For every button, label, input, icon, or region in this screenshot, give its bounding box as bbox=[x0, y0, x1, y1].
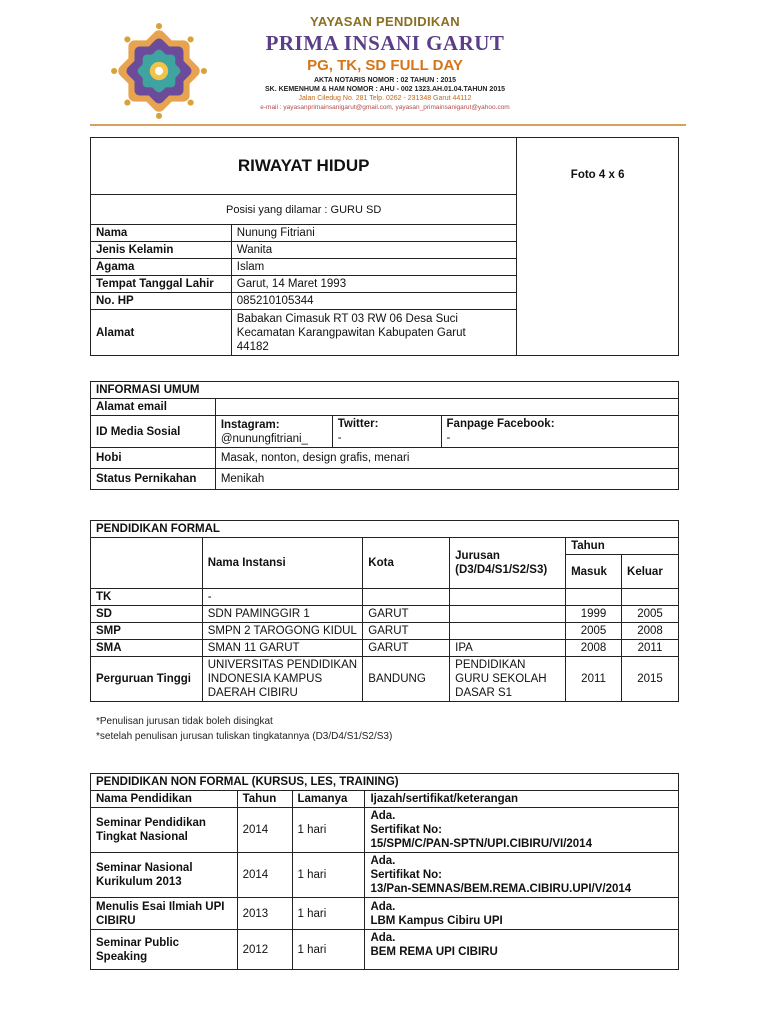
facebook-cell bbox=[441, 416, 678, 448]
twitter-value: - bbox=[337, 432, 342, 444]
table-row bbox=[91, 623, 679, 640]
level-cell: SMA bbox=[91, 640, 203, 657]
level-cell: SD bbox=[91, 606, 203, 623]
sk-line: SK. KEMENHUM & HAM NOMOR : AHU - 002 1323.AH.01.04.TAHUN 2015 bbox=[265, 86, 505, 93]
city-cell: GARUT bbox=[363, 606, 450, 623]
field-value: Garut, 14 Maret 1993 bbox=[231, 276, 517, 293]
course-year-cell: 2014 bbox=[237, 808, 292, 853]
field-label: ID Media Sosial bbox=[91, 416, 216, 448]
twitter-label: Twitter: bbox=[337, 418, 379, 430]
year-in-cell: 2011 bbox=[566, 657, 622, 702]
table-header-row bbox=[91, 538, 679, 555]
marital-value: Menikah bbox=[215, 469, 678, 490]
cert-line: Ada. bbox=[370, 900, 396, 913]
table-row bbox=[91, 448, 679, 469]
email-line: e-mail : yayasanprimainsanigarut@gmail.com, yayasan_primainsanigarut@yahoo.com bbox=[260, 104, 510, 111]
year-out-cell: 2008 bbox=[622, 623, 679, 640]
table-row bbox=[91, 416, 679, 448]
table-row bbox=[91, 399, 679, 416]
course-year-cell: 2014 bbox=[237, 853, 292, 898]
year-in-cell: 2005 bbox=[566, 623, 622, 640]
twitter-cell bbox=[332, 416, 441, 448]
city-cell: BANDUNG bbox=[363, 657, 450, 702]
akta-line: AKTA NOTARIS NOMOR : 02 TAHUN : 2015 bbox=[313, 77, 457, 84]
field-value: Islam bbox=[231, 259, 517, 276]
school-logo-icon bbox=[108, 20, 210, 122]
course-duration-cell: 1 hari bbox=[292, 930, 365, 970]
cert-line: Ada. bbox=[370, 810, 396, 822]
nonformal-education-table bbox=[90, 773, 679, 970]
field-label: Tempat Tanggal Lahir bbox=[91, 276, 232, 293]
letterhead-text bbox=[230, 14, 540, 112]
col-year-out: Keluar bbox=[622, 555, 679, 589]
facebook-label: Fanpage Facebook: bbox=[446, 418, 555, 430]
course-cert-cell bbox=[365, 808, 679, 853]
major-cell bbox=[450, 623, 566, 640]
course-year-cell: 2013 bbox=[237, 898, 292, 930]
city-cell: GARUT bbox=[363, 640, 450, 657]
institution-cell: SMAN 11 GARUT bbox=[202, 640, 363, 657]
course-duration-cell: 1 hari bbox=[292, 853, 365, 898]
col-year: Tahun bbox=[237, 791, 292, 808]
course-year-cell: 2012 bbox=[237, 930, 292, 970]
col-year: Tahun bbox=[566, 538, 679, 555]
table-row bbox=[91, 898, 679, 930]
section-heading: PENDIDIKAN FORMAL bbox=[91, 521, 679, 538]
address-line-2: Kecamatan Karangpawitan Kabupaten Garut bbox=[236, 326, 466, 339]
general-info-table bbox=[90, 381, 679, 490]
instagram-label: Instagram: bbox=[220, 418, 280, 431]
table-row bbox=[91, 640, 679, 657]
cert-line: 15/SPM/C/PAN-SPTN/UPI.CIBIRU/VI/2014 bbox=[370, 838, 592, 850]
instagram-cell bbox=[215, 416, 332, 448]
school-levels: PG, TK, SD FULL DAY bbox=[307, 57, 463, 74]
field-value: Wanita bbox=[231, 242, 517, 259]
course-name-cell: Seminar Public Speaking bbox=[91, 930, 238, 970]
field-label: Status Pernikahan bbox=[91, 469, 216, 490]
year-in-cell bbox=[566, 589, 622, 606]
course-duration-cell: 1 hari bbox=[292, 898, 365, 930]
footnote-1: *Penulisan jurusan tidak boleh disingkat bbox=[96, 716, 273, 727]
field-label: Nama bbox=[91, 225, 232, 242]
cert-line: Sertifikat No: bbox=[370, 824, 443, 836]
foundation-name: YAYASAN PENDIDIKAN bbox=[310, 14, 460, 29]
cert-line: 13/Pan-SEMNAS/BEM.REMA.CIBIRU.UPI/V/2014 bbox=[370, 883, 632, 895]
institution-cell: UNIVERSITAS PENDIDIKAN INDONESIA KAMPUS DAERAH CIBIRU bbox=[202, 657, 363, 702]
formal-education-table bbox=[90, 520, 679, 702]
course-name-cell: Seminar Pendidikan Tingkat Nasional bbox=[91, 808, 238, 853]
course-name-cell: Seminar Nasional Kurikulum 2013 bbox=[91, 853, 238, 898]
level-cell: Perguruan Tinggi bbox=[91, 657, 203, 702]
footnote-2: *setelah penulisan jurusan tuliskan tingkatannya (D3/D4/S1/S2/S3) bbox=[96, 731, 393, 742]
blank-header-cell bbox=[91, 538, 203, 589]
major-cell: IPA bbox=[450, 640, 566, 657]
institution-cell: SDN PAMINGGIR 1 bbox=[202, 606, 363, 623]
year-in-cell: 2008 bbox=[566, 640, 622, 657]
cv-personal-table bbox=[90, 137, 679, 356]
cert-line: BEM REMA UPI CIBIRU bbox=[370, 946, 498, 958]
field-label: Agama bbox=[91, 259, 232, 276]
course-cert-cell bbox=[365, 930, 679, 970]
year-in-cell: 1999 bbox=[566, 606, 622, 623]
email-value bbox=[215, 399, 678, 416]
institution-cell: SMPN 2 TAROGONG KIDUL bbox=[202, 623, 363, 640]
field-label: No. HP bbox=[91, 293, 232, 310]
cert-line: Ada. bbox=[370, 855, 396, 867]
table-row bbox=[91, 930, 679, 970]
course-cert-cell bbox=[365, 853, 679, 898]
header-divider bbox=[90, 124, 686, 126]
major-cell bbox=[450, 606, 566, 623]
col-city: Kota bbox=[363, 538, 450, 589]
col-major: Jurusan (D3/D4/S1/S2/S3) bbox=[450, 538, 566, 589]
table-row bbox=[91, 808, 679, 853]
position-applied: Posisi yang dilamar : GURU SD bbox=[91, 195, 517, 225]
col-duration: Lamanya bbox=[292, 791, 365, 808]
cert-line: LBM Kampus Cibiru UPI bbox=[370, 914, 503, 927]
letterhead bbox=[0, 0, 768, 130]
address-value bbox=[231, 310, 517, 356]
hobby-value: Masak, nonton, design grafis, menari bbox=[215, 448, 678, 469]
instagram-value: @nunungfitriani_ bbox=[220, 432, 308, 445]
address-line-1: Babakan Cimasuk RT 03 RW 06 Desa Suci bbox=[236, 312, 458, 325]
table-row bbox=[91, 469, 679, 490]
level-cell: TK bbox=[91, 589, 203, 606]
field-label: Hobi bbox=[91, 448, 216, 469]
table-row bbox=[91, 657, 679, 702]
section-heading: INFORMASI UMUM bbox=[91, 382, 679, 399]
level-cell: SMP bbox=[91, 623, 203, 640]
cert-line: Ada. bbox=[370, 932, 396, 944]
field-label: Alamat email bbox=[91, 399, 216, 416]
cert-line: Sertifikat No: bbox=[370, 869, 443, 881]
field-value: Nunung Fitriani bbox=[231, 225, 517, 242]
course-name-cell: Menulis Esai Ilmiah UPI CIBIRU bbox=[91, 898, 238, 930]
course-duration-cell: 1 hari bbox=[292, 808, 365, 853]
facebook-value: - bbox=[446, 432, 451, 444]
address-line-3: 44182 bbox=[236, 340, 269, 353]
photo-placeholder: Foto 4 x 6 bbox=[517, 138, 679, 356]
field-label: Jenis Kelamin bbox=[91, 242, 232, 259]
major-cell bbox=[450, 589, 566, 606]
year-out-cell: 2011 bbox=[622, 640, 679, 657]
table-row bbox=[91, 853, 679, 898]
field-value: 085210105344 bbox=[231, 293, 517, 310]
year-out-cell: 2015 bbox=[622, 657, 679, 702]
col-name: Nama Pendidikan bbox=[91, 791, 238, 808]
major-cell: PENDIDIKAN GURU SEKOLAH DASAR S1 bbox=[450, 657, 566, 702]
col-institution: Nama Instansi bbox=[202, 538, 363, 589]
field-label: Alamat bbox=[91, 310, 232, 356]
course-cert-cell bbox=[365, 898, 679, 930]
city-cell bbox=[363, 589, 450, 606]
table-header-row bbox=[91, 791, 679, 808]
year-out-cell bbox=[622, 589, 679, 606]
col-year-in: Masuk bbox=[566, 555, 622, 589]
table-row bbox=[91, 606, 679, 623]
table-row bbox=[91, 589, 679, 606]
institution-cell: - bbox=[202, 589, 363, 606]
section-heading: PENDIDIKAN NON FORMAL (KURSUS, LES, TRAINING) bbox=[91, 774, 679, 791]
col-cert: Ijazah/sertifikat/keterangan bbox=[365, 791, 679, 808]
year-out-cell: 2005 bbox=[622, 606, 679, 623]
school-name: PRIMA INSANI GARUT bbox=[265, 31, 505, 55]
address-line: Jalan Ciledug No. 281 Telp. 0262 - 231348 Garut 44112 bbox=[298, 95, 472, 102]
city-cell: GARUT bbox=[363, 623, 450, 640]
cv-title: RIWAYAT HIDUP bbox=[91, 138, 517, 195]
